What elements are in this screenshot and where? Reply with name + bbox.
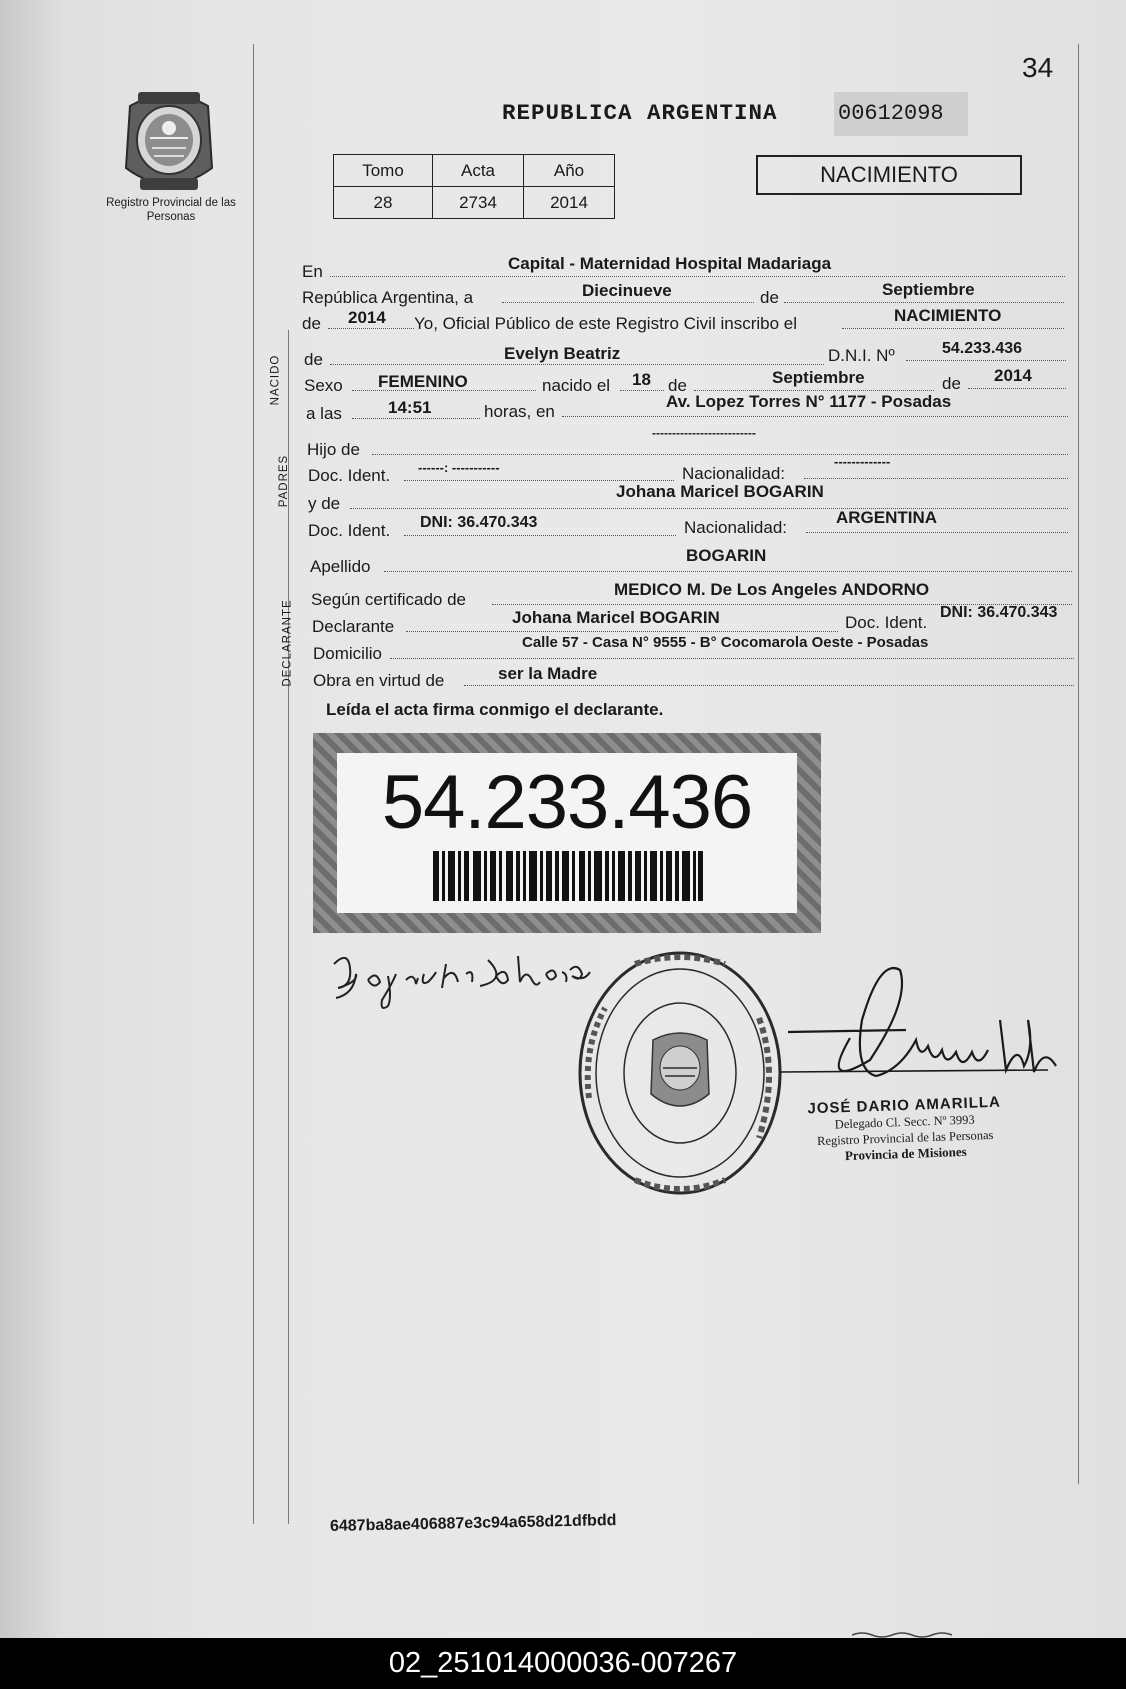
dotted-line: [502, 302, 754, 303]
domicilio-label: Domicilio: [313, 644, 382, 663]
hijo-de-label: Hijo de: [307, 440, 360, 459]
nacionalidad-label: Nacionalidad:: [684, 518, 788, 537]
page-left-edge: [0, 0, 60, 1638]
value-tomo: 28: [334, 187, 433, 219]
section-label-declarante: DECLARANTE: [281, 599, 294, 687]
dotted-line: [406, 631, 838, 632]
dni-sticker: [313, 733, 821, 933]
dotted-line: [804, 478, 1068, 479]
y-de-label: y de: [308, 494, 341, 513]
registry-table-header: [334, 155, 615, 187]
act-type: NACIMIENTO: [894, 306, 1002, 325]
de-label: de: [304, 350, 323, 369]
mother-document: DNI: 36.470.343: [420, 514, 538, 531]
sexo-label: Sexo: [304, 376, 343, 395]
de-label: de: [302, 314, 321, 333]
dni-sticker-number: 54.233.436: [381, 760, 753, 845]
official-office: Registro Provincial de las Personas: [816, 1127, 994, 1149]
registration-month: Septiembre: [882, 280, 975, 299]
apellido-label: Apellido: [310, 557, 371, 576]
medical-certificate: MEDICO M. De Los Angeles ANDORNO: [614, 580, 930, 599]
official-name: JOSÉ DARIO AMARILLA: [807, 1093, 1002, 1118]
republica-label: República Argentina, a: [302, 288, 474, 307]
dotted-line: [330, 276, 1065, 277]
en-label: En: [302, 262, 323, 281]
document-hash: 6487ba8ae406887e3c94a658d21dfbdd: [329, 1512, 617, 1535]
horas-label: horas, en: [484, 402, 555, 421]
birth-year: 2014: [994, 366, 1032, 385]
registration-day: Diecinueve: [582, 281, 672, 300]
value-acta: 2734: [433, 187, 524, 219]
official-province: Provincia de Misiones: [844, 1143, 967, 1164]
dotted-line: [372, 454, 1068, 455]
document-type-box: NACIMIENTO: [756, 155, 1022, 195]
dni-sticker-label: [337, 753, 797, 913]
a-las-label: a las: [306, 404, 342, 423]
dotted-line: [464, 685, 1074, 686]
margin-rule-left: [253, 44, 254, 1524]
father-nationality: -------------: [834, 454, 891, 469]
nacionalidad-label: Nacionalidad:: [682, 464, 786, 483]
father-document: ------: -----------: [418, 460, 500, 475]
bottom-edge-mark: [852, 1628, 972, 1638]
dotted-line: [806, 532, 1068, 533]
dotted-line: [906, 360, 1066, 361]
dotted-line: [562, 416, 1068, 417]
dotted-line: [784, 302, 1064, 303]
section-label-padres: PADRES: [278, 454, 291, 508]
birth-month: Septiembre: [772, 368, 865, 387]
dotted-line: [328, 328, 414, 329]
de-label: de: [668, 376, 687, 395]
dotted-line: [842, 328, 1064, 329]
de-label: de: [942, 374, 961, 393]
declarant-name: Johana Maricel BOGARIN: [512, 608, 720, 627]
header-acta: Acta: [433, 155, 524, 187]
birth-place: Capital - Maternidad Hospital Madariaga: [508, 254, 832, 273]
official-stamp: [575, 948, 785, 1198]
child-sex: FEMENINO: [378, 372, 468, 391]
header-anio: Año: [524, 155, 615, 187]
mother-name: Johana Maricel BOGARIN: [616, 482, 824, 501]
serial-number: 00612098: [834, 92, 968, 136]
dotted-line: [352, 418, 480, 419]
value-anio: 2014: [524, 187, 615, 219]
registry-table-row: [334, 187, 615, 219]
dotted-line: [390, 658, 1074, 659]
declarant-address: Calle 57 - Casa N° 9555 - B° Cocomarola Oeste - Posadas: [522, 634, 929, 651]
birth-day: 18: [632, 370, 651, 389]
declarant-document: DNI: 36.470.343: [940, 604, 1058, 621]
dotted-line: [404, 480, 674, 481]
child-name: Evelyn Beatriz: [504, 344, 621, 363]
child-dni: 54.233.436: [942, 340, 1023, 357]
official-signature: [780, 960, 1080, 1110]
section-label-nacido: NACIDO: [269, 354, 282, 406]
doc-ident-label: Doc. Ident.: [308, 521, 391, 540]
province-crest-logo: [120, 86, 218, 194]
country-title: REPUBLICA ARGENTINA: [502, 100, 778, 126]
dni-label: D.N.I. Nº: [828, 346, 895, 365]
statement-text: Yo, Oficial Público de este Registro Civil inscribo el: [414, 314, 797, 333]
dotted-line: [404, 535, 676, 536]
de-label: de: [760, 288, 779, 307]
doc-ident-label: Doc. Ident.: [308, 466, 391, 485]
dotted-line: [694, 390, 934, 391]
birth-time: 14:51: [388, 398, 432, 417]
obra-label: Obra en virtud de: [313, 671, 445, 690]
doc-ident-label: Doc. Ident.: [845, 613, 928, 632]
nacido-el-label: nacido el: [542, 376, 611, 395]
mother-nationality: ARGENTINA: [836, 508, 938, 527]
header-tomo: Tomo: [334, 155, 433, 187]
dotted-line: [384, 571, 1072, 572]
registration-year: 2014: [348, 308, 386, 327]
declarante-label: Declarante: [312, 617, 395, 636]
official-signature-block: [769, 1093, 1041, 1166]
birth-address: Av. Lopez Torres N° 1177 - Posadas: [666, 392, 952, 411]
closing-note: Leída el acta firma conmigo el declarante.: [326, 700, 664, 719]
certificado-label: Según certificado de: [311, 590, 466, 609]
father-name: --------------------------: [652, 426, 756, 440]
official-title: Delegado Cl. Secc. Nº 3993: [834, 1112, 975, 1132]
margin-rule-right: [1078, 44, 1079, 1484]
crest-caption: Registro Provincial de las Personas: [106, 197, 236, 223]
dotted-line: [968, 388, 1066, 389]
scan-footer-id: 02_251014000036-007267: [0, 1638, 1126, 1689]
dotted-line: [350, 508, 1068, 509]
margin-rule-inner: [288, 330, 289, 1524]
dotted-line: [330, 364, 824, 365]
declarant-relation: ser la Madre: [498, 664, 598, 683]
registry-table: [333, 154, 615, 219]
barcode: [433, 851, 703, 901]
page-number: 34: [1022, 52, 1054, 83]
dotted-line: [620, 390, 664, 391]
surname: BOGARIN: [686, 546, 767, 565]
